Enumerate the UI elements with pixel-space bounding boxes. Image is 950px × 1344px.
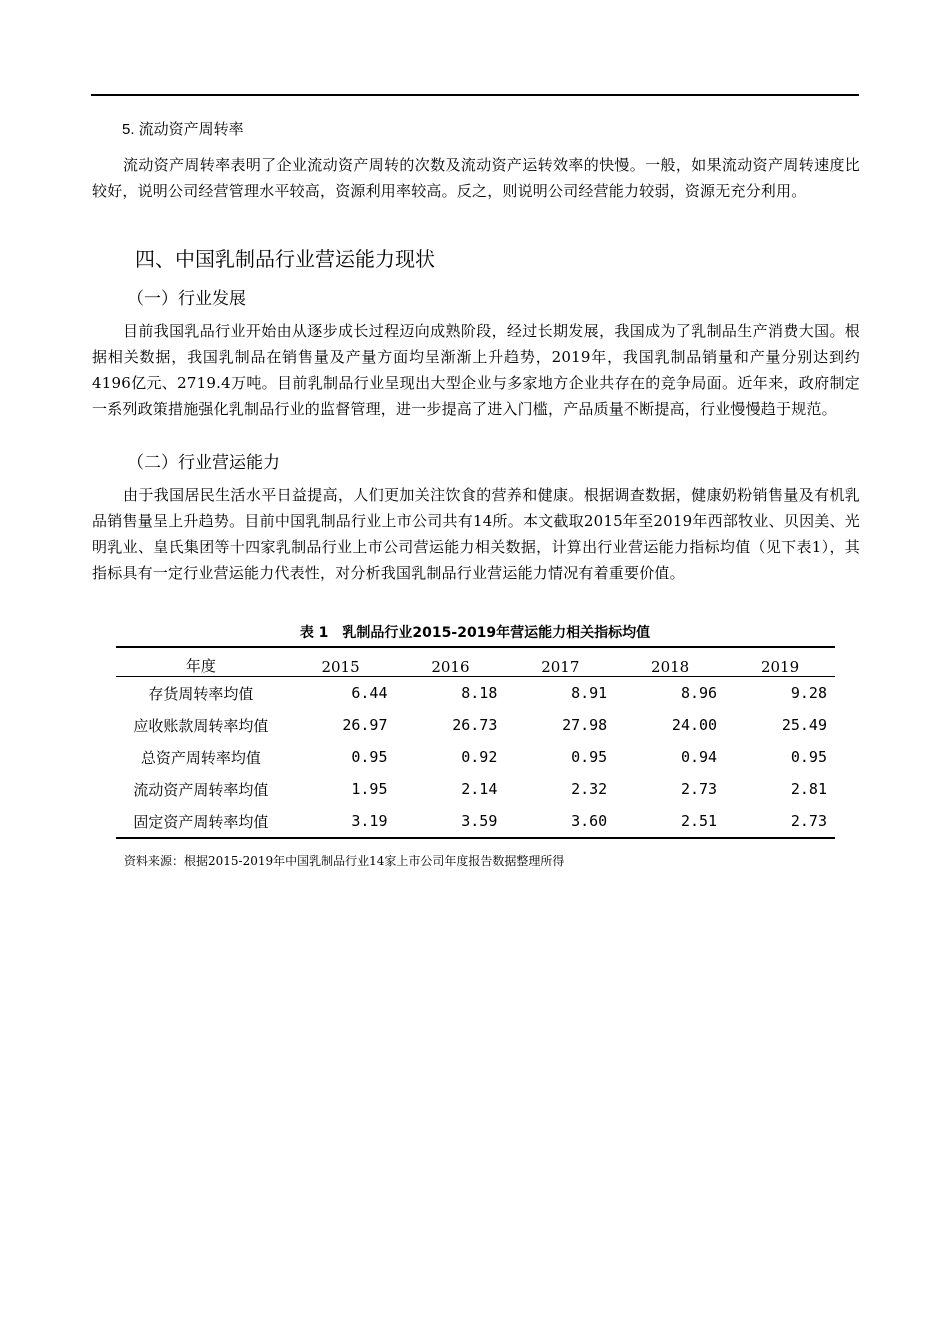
table-header-row bbox=[116, 647, 835, 677]
table-cell: 0.95 bbox=[351, 748, 388, 766]
table-caption: 表 1 乳制品行业2015-2019年营运能力相关指标均值 bbox=[299, 625, 651, 641]
source-note: 资料来源：根据2015-2019年中国乳制品行业14家上市公司年度报告数据整理所得 bbox=[124, 854, 565, 868]
table-cell: 9.28 bbox=[790, 684, 827, 702]
table-cell: 26.97 bbox=[342, 716, 388, 734]
header-2016: 2016 bbox=[396, 647, 506, 677]
table-cell: 8.91 bbox=[571, 684, 608, 702]
table-row bbox=[116, 709, 835, 741]
table-cell: 1.95 bbox=[351, 780, 388, 798]
header-2015: 2015 bbox=[286, 647, 396, 677]
subsection-1-paragraph: 目前我国乳品行业开始由从逐步成长过程迈向成熟阶段，经过长期发展，我国成为了乳制品生产消费大国。根据相关数据，我国乳制品在销售量及产量方面均呈渐渐上升趋势，2019年，我国乳制品销量和产量分别达到约4196亿元、2719.4万吨。目前乳制品行业呈现出大型企业与多家地方企业共存在的竞争局面。近年来，政府制定一系列政策措施强化乳制品行业的监督管理，进一步提高了进入门槛，产品质量不断提高，行业慢慢趋于规范。 bbox=[92, 322, 860, 418]
section-5-heading: 5. 流动资产周转率 bbox=[122, 121, 244, 138]
subsection-2-paragraph: 由于我国居民生活水平日益提高，人们更加关注饮食的营养和健康。根据调查数据，健康奶粉销售量及有机乳品销售量呈上升趋势。目前中国乳制品行业上市公司共有14所。本文截取2015年至2019年西部牧业、贝因美、光明乳业、皇氏集团等十四家乳制品行业上市公司营运能力相关数据，计算出行业营运能力指标均值（见下表1），其指标具有一定行业营运能力代表性，对分析我国乳制品行业营运能力情况有着重要价值。 bbox=[92, 486, 860, 582]
table-cell: 0.95 bbox=[790, 748, 827, 766]
row-label: 应收账款周转率均值 bbox=[133, 716, 269, 735]
table-cell: 6.44 bbox=[351, 684, 388, 702]
table-cell: 2.73 bbox=[725, 805, 835, 838]
table-cell: 25.49 bbox=[781, 716, 827, 734]
table-cell: 24.00 bbox=[671, 716, 718, 734]
subsection-1-heading: （一）行业发展 bbox=[127, 289, 246, 309]
section-5-paragraph: 流动资产周转率表明了企业流动资产周转的次数及流动资产运转效率的快慢。一般，如果流动资产周转速度比较好，说明公司经营管理水平较高，资源利用率较高。反之，则说明公司经营能力较弱，资源无充分利用。 bbox=[92, 156, 860, 200]
table-cell: 3.59 bbox=[396, 805, 506, 838]
table-cell: 2.32 bbox=[571, 780, 608, 798]
row-label: 固定资产周转率均值 bbox=[116, 805, 286, 838]
table-cell: 2.81 bbox=[790, 780, 827, 798]
subsection-2-heading: （二）行业营运能力 bbox=[127, 453, 280, 473]
table-cell: 26.73 bbox=[452, 716, 498, 734]
table-cell: 3.60 bbox=[505, 805, 615, 838]
table-cell: 27.98 bbox=[562, 716, 608, 734]
header-2017: 2017 bbox=[505, 647, 615, 677]
table-row bbox=[116, 805, 835, 838]
table-cell: 8.96 bbox=[680, 684, 718, 702]
row-label: 总资产周转率均值 bbox=[140, 748, 261, 767]
table-row bbox=[116, 773, 835, 805]
table-cell: 2.73 bbox=[680, 780, 718, 798]
table-cell: 0.94 bbox=[680, 748, 718, 766]
header-2018: 2018 bbox=[615, 647, 725, 677]
table-row bbox=[116, 741, 835, 773]
table-cell: 0.95 bbox=[571, 748, 608, 766]
header-year-label: 年度 bbox=[116, 647, 286, 677]
table-cell: 8.18 bbox=[461, 684, 498, 702]
table-cell: 2.51 bbox=[615, 805, 725, 838]
chapter-heading: 四、中国乳制品行业营运能力现状 bbox=[135, 247, 435, 271]
table-cell: 0.92 bbox=[461, 748, 498, 766]
table-cell: 2.14 bbox=[461, 780, 498, 798]
indicator-table bbox=[116, 646, 835, 839]
row-label: 存货周转率均值 bbox=[148, 684, 254, 703]
table-cell: 3.19 bbox=[286, 805, 396, 838]
row-label: 流动资产周转率均值 bbox=[133, 780, 269, 799]
header-2019: 2019 bbox=[725, 647, 835, 677]
table-row bbox=[116, 677, 835, 710]
header-rule bbox=[91, 94, 859, 96]
